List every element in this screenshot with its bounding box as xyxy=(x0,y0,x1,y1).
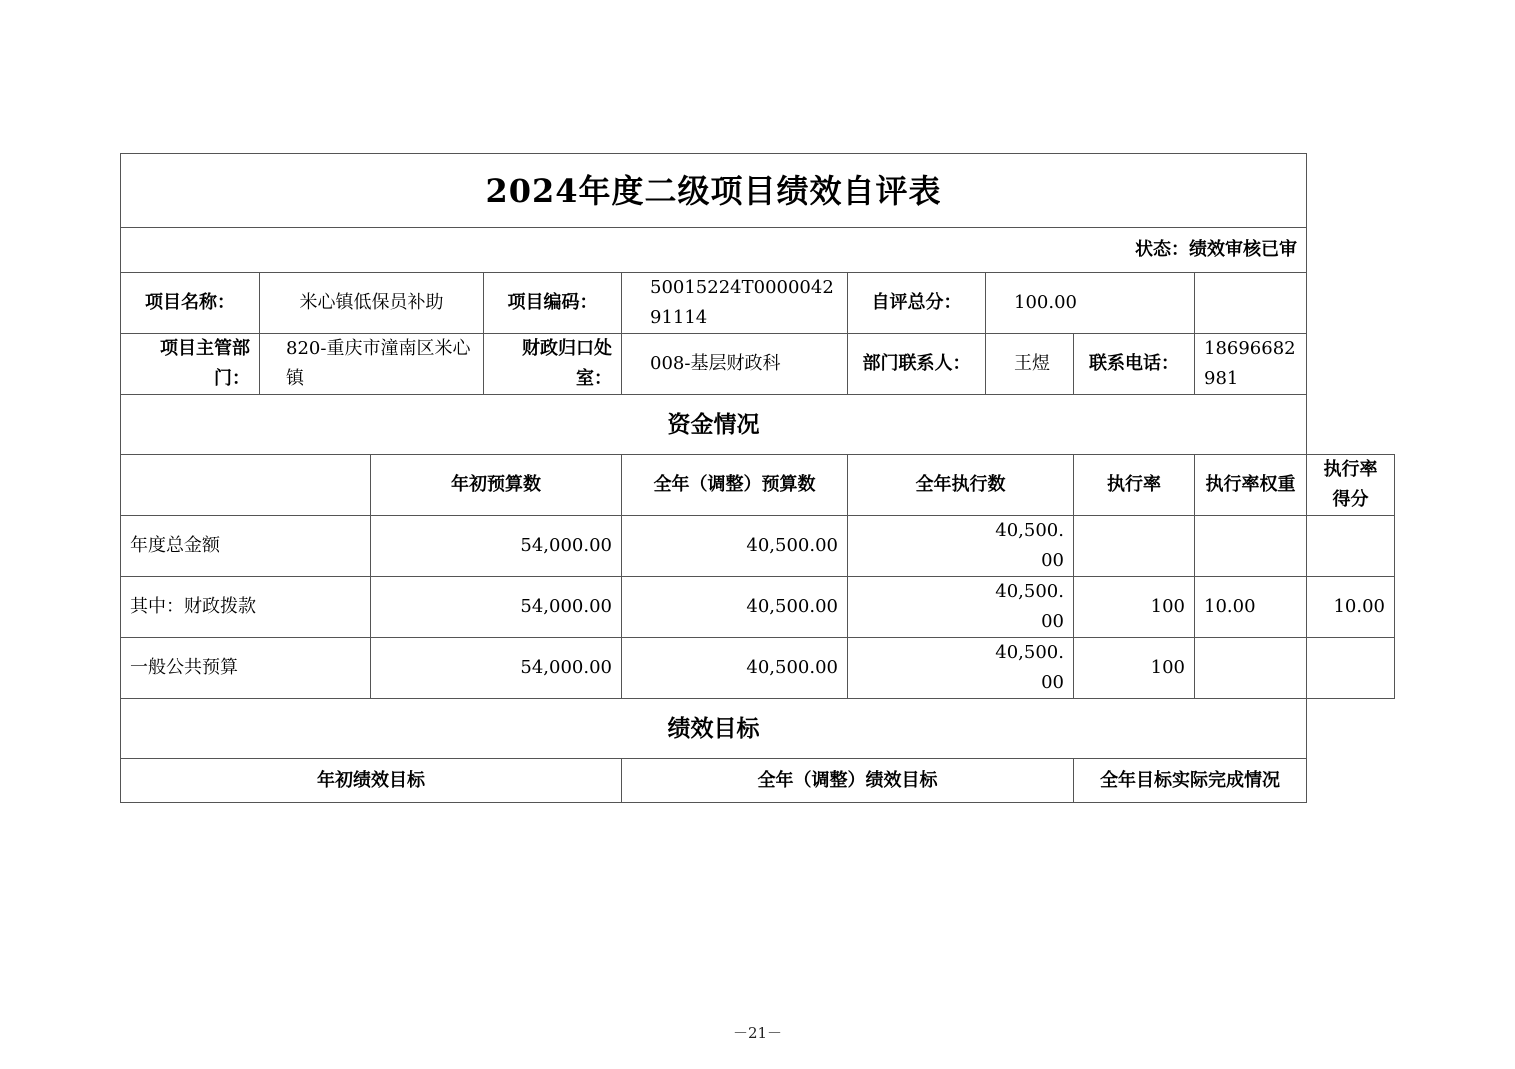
row-label: 一般公共预算 xyxy=(121,638,371,699)
info-row-2 xyxy=(121,334,1395,395)
info-row-1 xyxy=(121,273,1395,334)
table-row xyxy=(121,516,1395,577)
executed-cell: 40,500.00 xyxy=(848,577,1074,638)
exec-weight-cell xyxy=(1195,516,1307,577)
table-row xyxy=(121,638,1395,699)
goals-header-row xyxy=(121,759,1395,803)
header-adjusted-goal: 全年（调整）绩效目标 xyxy=(622,759,1074,803)
dept-label: 项目主管部门： xyxy=(121,334,260,395)
finance-office-label: 财政归口处室： xyxy=(484,334,622,395)
page-title: 2024年度二级项目绩效自评表 xyxy=(121,154,1307,228)
funds-header-blank xyxy=(121,455,371,516)
row-label: 其中：财政拨款 xyxy=(121,577,371,638)
table-row xyxy=(121,577,1395,638)
project-code-label: 项目编码： xyxy=(484,273,622,334)
performance-table xyxy=(120,153,1395,803)
initial-budget-cell: 54,000.00 xyxy=(371,516,622,577)
project-code-value: 50015224T000004291114 xyxy=(622,273,848,334)
executed-cell: 40,500.00 xyxy=(848,516,1074,577)
executed-cell: 40,500.00 xyxy=(848,638,1074,699)
exec-score-cell: 10.00 xyxy=(1307,577,1395,638)
dept-value: 820-重庆市潼南区米心镇 xyxy=(260,334,484,395)
phone-label: 联系电话： xyxy=(1074,334,1195,395)
header-exec-rate: 执行率 xyxy=(1074,455,1195,516)
empty-cell xyxy=(1195,273,1307,334)
adjusted-budget-cell: 40,500.00 xyxy=(622,577,848,638)
funds-header-row xyxy=(121,455,1395,516)
header-actual-completion: 全年目标实际完成情况 xyxy=(1074,759,1307,803)
row-label: 年度总金额 xyxy=(121,516,371,577)
project-name-value: 米心镇低保员补助 xyxy=(260,273,484,334)
initial-budget-cell: 54,000.00 xyxy=(371,638,622,699)
header-initial-goal: 年初绩效目标 xyxy=(121,759,622,803)
finance-office-value: 008-基层财政科 xyxy=(622,334,848,395)
total-score-label: 自评总分： xyxy=(848,273,986,334)
exec-score-cell xyxy=(1307,638,1395,699)
contact-label: 部门联系人： xyxy=(848,334,986,395)
adjusted-budget-cell: 40,500.00 xyxy=(622,638,848,699)
funds-section-title: 资金情况 xyxy=(121,395,1307,455)
page-number: －21－ xyxy=(732,1024,783,1042)
status-text: 状态：绩效审核已审 xyxy=(121,228,1307,273)
total-score-value: 100.00 xyxy=(986,273,1195,334)
header-adjusted-budget: 全年（调整）预算数 xyxy=(622,455,848,516)
exec-rate-cell xyxy=(1074,516,1195,577)
project-name-label: 项目名称： xyxy=(121,273,260,334)
contact-value: 王煜 xyxy=(986,334,1074,395)
exec-weight-cell: 10.00 xyxy=(1195,577,1307,638)
initial-budget-cell: 54,000.00 xyxy=(371,577,622,638)
exec-weight-cell xyxy=(1195,638,1307,699)
adjusted-budget-cell: 40,500.00 xyxy=(622,516,848,577)
goals-section-title: 绩效目标 xyxy=(121,699,1307,759)
header-executed: 全年执行数 xyxy=(848,455,1074,516)
header-exec-weight: 执行率权重 xyxy=(1195,455,1307,516)
exec-rate-cell: 100 xyxy=(1074,638,1195,699)
phone-value: 18696682981 xyxy=(1195,334,1307,395)
header-initial-budget: 年初预算数 xyxy=(371,455,622,516)
exec-rate-cell: 100 xyxy=(1074,577,1195,638)
exec-score-cell xyxy=(1307,516,1395,577)
header-exec-score: 执行率得分 xyxy=(1307,455,1395,516)
